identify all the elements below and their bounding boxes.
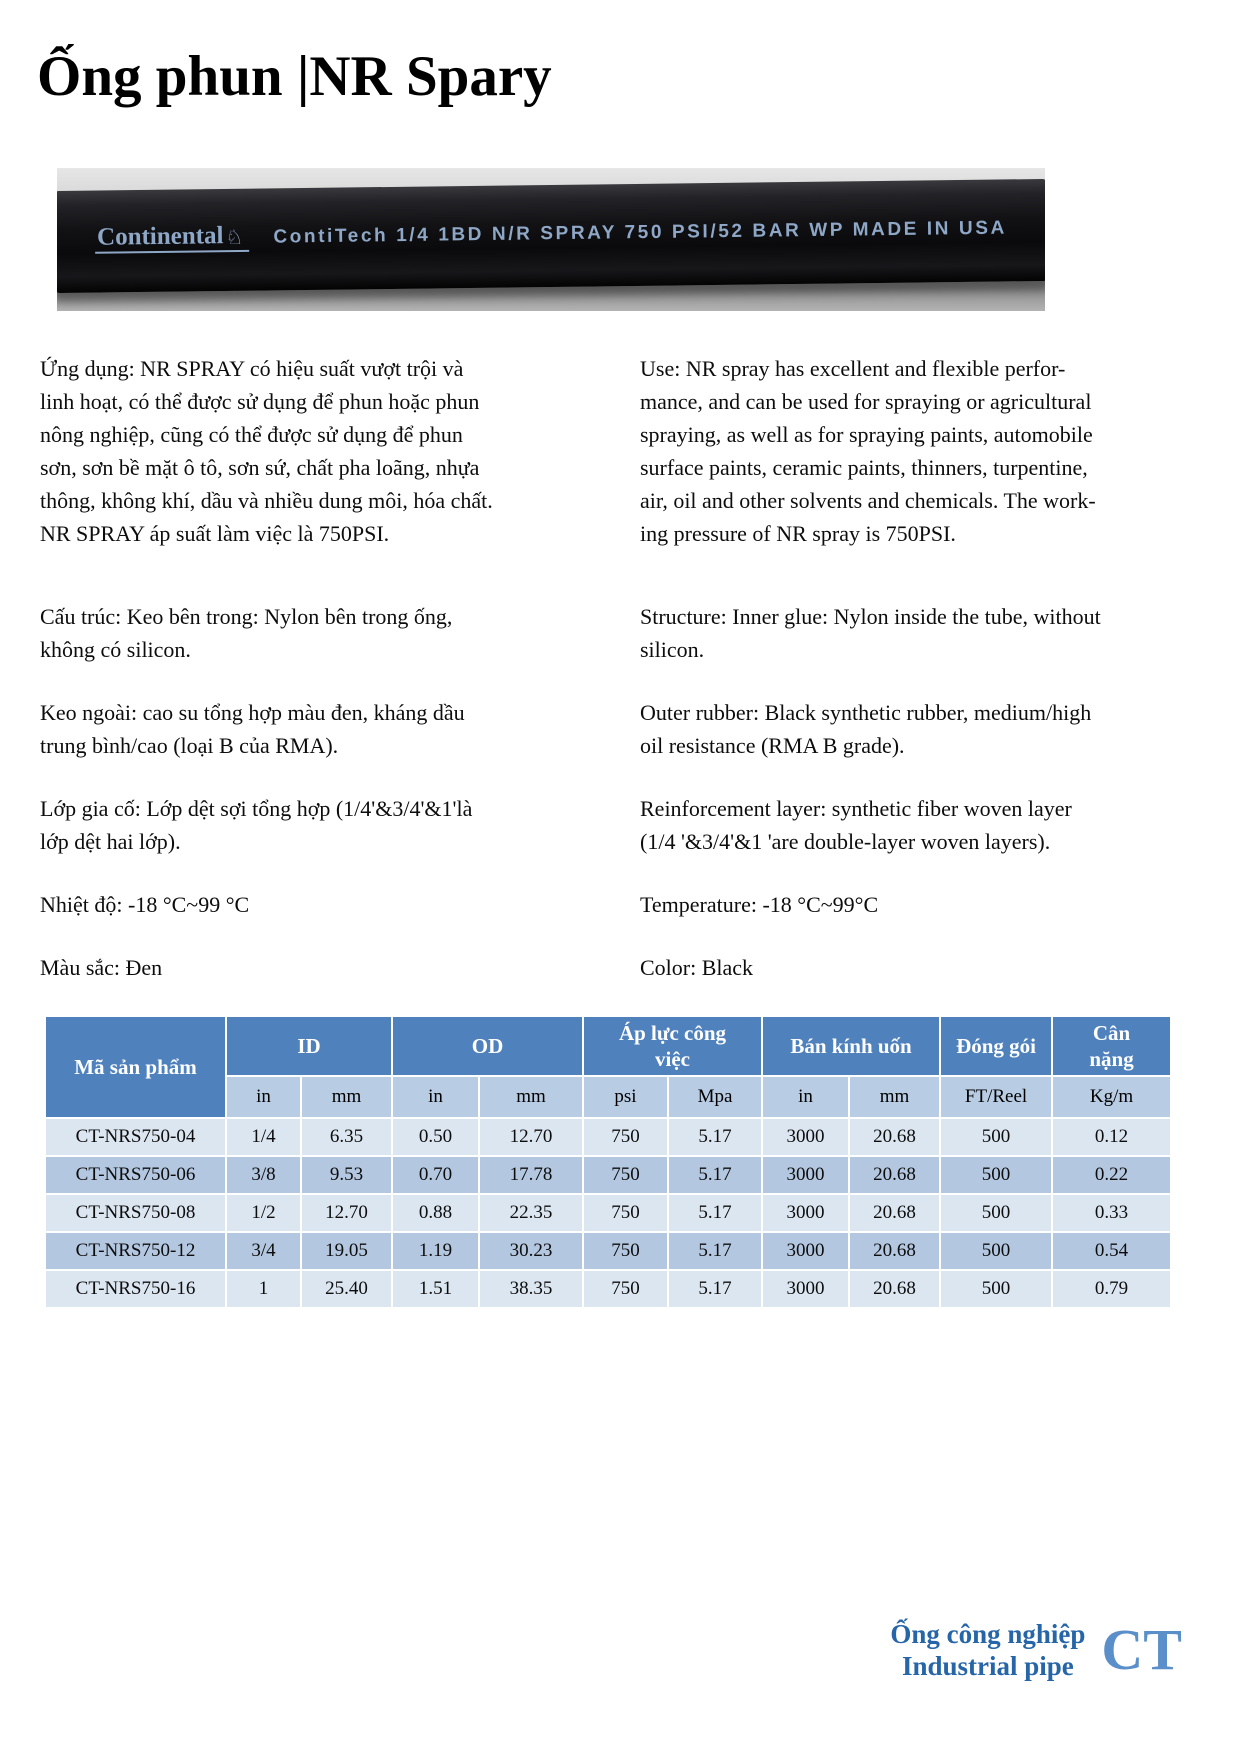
text-line: (1/4 '&3/4'&1 'are double-layer woven layers). [640, 829, 1051, 854]
paragraph [40, 792, 540, 858]
table-cell: 1 [226, 1270, 301, 1308]
table-cell: CT-NRS750-08 [45, 1194, 226, 1232]
text-line: Cấu trúc: Keo bên trong: Nylon bên trong ống, [40, 604, 453, 629]
horse-icon: ♘ [225, 226, 244, 250]
page-title: Ống phun |NR Spary [37, 45, 552, 108]
table-header-cell: Bán kính uốn [762, 1016, 940, 1076]
table-header-cell: OD [392, 1016, 583, 1076]
table-subheader-cell: in [762, 1076, 849, 1118]
table-cell: 3/4 [226, 1232, 301, 1270]
hose-image [57, 179, 1045, 293]
text-line: silicon. [640, 637, 705, 662]
text-line: Nhiệt độ: -18 °C~99 °C [40, 892, 250, 917]
table-cell: 5.17 [668, 1118, 762, 1156]
paragraph [40, 951, 540, 984]
text-line: nông nghiệp, cũng có thể được sử dụng để phun [40, 422, 463, 447]
table-header-cell: Mã sản phẩm [45, 1016, 226, 1118]
hose-print [57, 213, 1045, 254]
text-line: sơn, sơn bề mặt ô tô, sơn sứ, chất pha loãng, nhựa [40, 455, 480, 480]
table-cell: 750 [583, 1194, 668, 1232]
paragraph [40, 888, 540, 921]
table-cell: CT-NRS750-04 [45, 1118, 226, 1156]
text-line: trung bình/cao (loại B của RMA). [40, 733, 339, 758]
table-subheader-cell: Mpa [668, 1076, 762, 1118]
spec-table-head [45, 1016, 1171, 1118]
text-line: thông, không khí, dầu và nhiều dung môi, hóa chất. [40, 488, 493, 513]
text-line: lớp dệt hai lớp). [40, 829, 181, 854]
table-subheader-cell: in [226, 1076, 301, 1118]
table-cell: 3000 [762, 1118, 849, 1156]
table-header-row [45, 1016, 1171, 1076]
spec-table-body [45, 1118, 1171, 1308]
text-line: không có silicon. [40, 637, 191, 662]
table-cell: 1.51 [392, 1270, 479, 1308]
table-cell: 0.54 [1052, 1232, 1171, 1270]
paragraph [640, 951, 1120, 984]
text-line: Temperature: -18 °C~99°C [640, 892, 879, 917]
table-cell: CT-NRS750-16 [45, 1270, 226, 1308]
description-english [640, 352, 1120, 1014]
text-line: Structure: Inner glue: Nylon inside the tube, without [640, 604, 1101, 629]
table-cell: 0.50 [392, 1118, 479, 1156]
table-cell: 5.17 [668, 1232, 762, 1270]
table-subheader-cell: mm [479, 1076, 583, 1118]
paragraph [640, 696, 1120, 762]
table-cell: 0.12 [1052, 1118, 1171, 1156]
table-cell: 3000 [762, 1270, 849, 1308]
table-cell: 750 [583, 1270, 668, 1308]
table-cell: 500 [940, 1194, 1052, 1232]
footer-text [890, 1618, 1085, 1682]
table-cell: 5.17 [668, 1270, 762, 1308]
table-cell: 20.68 [849, 1194, 940, 1232]
table-cell: 500 [940, 1232, 1052, 1270]
text-line: Keo ngoài: cao su tổng hợp màu đen, kháng dầu [40, 700, 465, 725]
table-cell: 20.68 [849, 1270, 940, 1308]
continental-brand-text: Continental [96, 222, 224, 251]
text-line: Reinforcement layer: synthetic fiber woven layer [640, 796, 1072, 821]
table-cell: 0.88 [392, 1194, 479, 1232]
text-line: air, oil and other solvents and chemicals. The work- [640, 488, 1096, 513]
paragraph [40, 352, 540, 550]
table-cell: 750 [583, 1118, 668, 1156]
text-line: Ứng dụng: NR SPRAY có hiệu suất vượt trội và [40, 356, 464, 381]
table-cell: 500 [940, 1270, 1052, 1308]
table-cell: 12.70 [301, 1194, 392, 1232]
table-cell: CT-NRS750-06 [45, 1156, 226, 1194]
table-cell: CT-NRS750-12 [45, 1232, 226, 1270]
paragraph [640, 352, 1120, 550]
table-subheader-cell: mm [849, 1076, 940, 1118]
text-line: mance, and can be used for spraying or agricultural [640, 389, 1092, 414]
text-line: Lớp gia cố: Lớp dệt sợi tổng hợp (1/4'&3/4'&1'là [40, 796, 473, 821]
text-line: Outer rubber: Black synthetic rubber, medium/high [640, 700, 1092, 725]
table-subheader-cell: in [392, 1076, 479, 1118]
table-cell: 30.23 [479, 1232, 583, 1270]
text-line: linh hoạt, có thể được sử dụng để phun hoặc phun [40, 389, 480, 414]
table-cell: 1/4 [226, 1118, 301, 1156]
spec-table [44, 1015, 1172, 1309]
table-cell: 500 [940, 1118, 1052, 1156]
table-cell: 5.17 [668, 1194, 762, 1232]
text-line: oil resistance (RMA B grade). [640, 733, 905, 758]
text-line: Use: NR spray has excellent and flexible perfor- [640, 356, 1066, 381]
table-cell: 1/2 [226, 1194, 301, 1232]
table-header-cell: Áp lực công việc [583, 1016, 762, 1076]
table-cell: 0.79 [1052, 1270, 1171, 1308]
paragraph [40, 696, 540, 762]
table-row [45, 1232, 1171, 1270]
table-cell: 0.70 [392, 1156, 479, 1194]
table-cell: 1.19 [392, 1232, 479, 1270]
table-header-cell: ID [226, 1016, 392, 1076]
table-cell: 750 [583, 1232, 668, 1270]
text-line: spraying, as well as for spraying paints, automobile [640, 422, 1093, 447]
table-cell: 0.33 [1052, 1194, 1171, 1232]
table-row [45, 1156, 1171, 1194]
table-header-cell: Đóng gói [940, 1016, 1052, 1076]
text-line: NR SPRAY áp suất làm việc là 750PSI. [40, 521, 390, 546]
table-cell: 17.78 [479, 1156, 583, 1194]
table-cell: 3000 [762, 1156, 849, 1194]
table-subheader-cell: FT/Reel [940, 1076, 1052, 1118]
table-subheader-cell: mm [301, 1076, 392, 1118]
table-cell: 22.35 [479, 1194, 583, 1232]
table-row [45, 1270, 1171, 1308]
hose-print-text: ContiTech 1/4 1BD N/R SPRAY 750 PSI/52 BAR WP MADE IN USA [273, 217, 1007, 248]
table-cell: 19.05 [301, 1232, 392, 1270]
text-line: surface paints, ceramic paints, thinners, turpentine, [640, 455, 1088, 480]
paragraph [640, 888, 1120, 921]
table-cell: 12.70 [479, 1118, 583, 1156]
footer-line1: Ống công nghiệp [890, 1619, 1086, 1649]
table-cell: 6.35 [301, 1118, 392, 1156]
table-cell: 3/8 [226, 1156, 301, 1194]
table-cell: 3000 [762, 1232, 849, 1270]
ct-logo: CT [1101, 1617, 1182, 1682]
table-row [45, 1118, 1171, 1156]
table-header-cell: Cân nặng [1052, 1016, 1171, 1076]
paragraph [40, 600, 540, 666]
table-cell: 20.68 [849, 1232, 940, 1270]
text-line: ing pressure of NR spray is 750PSI. [640, 521, 956, 546]
text-line: Color: Black [640, 955, 754, 980]
table-cell: 38.35 [479, 1270, 583, 1308]
table-row [45, 1194, 1171, 1232]
continental-logo [95, 223, 250, 254]
table-cell: 20.68 [849, 1118, 940, 1156]
table-subheader-cell: Kg/m [1052, 1076, 1171, 1118]
table-subheader-cell: psi [583, 1076, 668, 1118]
table-cell: 750 [583, 1156, 668, 1194]
table-cell: 25.40 [301, 1270, 392, 1308]
table-cell: 20.68 [849, 1156, 940, 1194]
table-cell: 5.17 [668, 1156, 762, 1194]
product-photo [57, 168, 1045, 311]
paragraph [640, 600, 1120, 666]
table-cell: 9.53 [301, 1156, 392, 1194]
table-cell: 500 [940, 1156, 1052, 1194]
table-cell: 3000 [762, 1194, 849, 1232]
paragraph [640, 792, 1120, 858]
footer-line2: Industrial pipe [901, 1651, 1074, 1681]
table-cell: 0.22 [1052, 1156, 1171, 1194]
text-line: Màu sắc: Đen [40, 955, 163, 980]
footer [890, 1618, 1182, 1682]
description-vietnamese [40, 352, 540, 1014]
